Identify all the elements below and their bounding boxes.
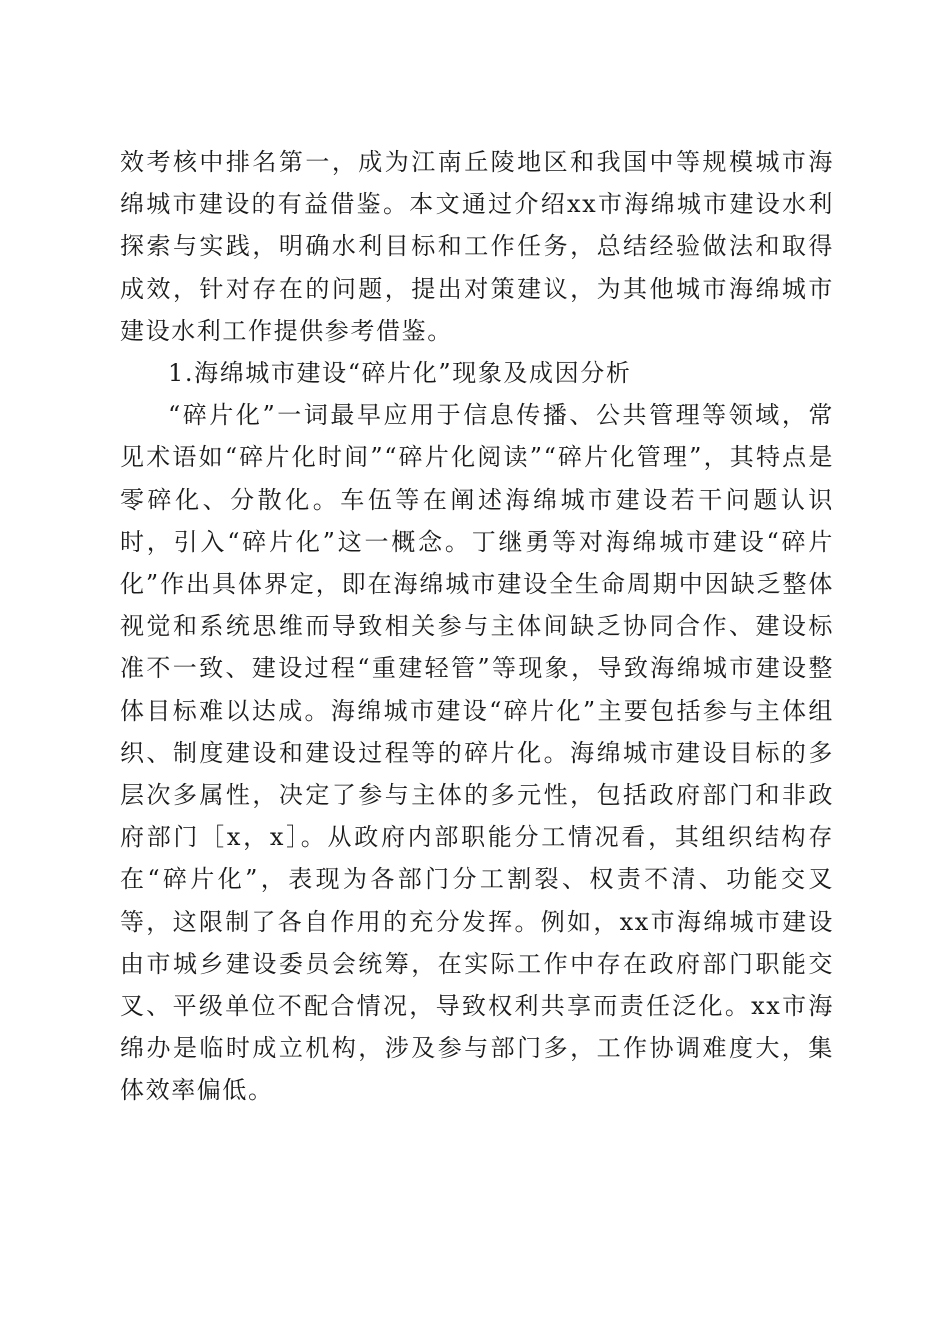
document-body (120, 141, 834, 1112)
paragraph-body: “碎片化”一词最早应用于信息传播、公共管理等领域，常见术语如“碎片化时间”“碎片化阅读”“碎片化管理”，其特点是零碎化、分散化。车伍等在阐述海绵城市建设若干问题认识时，引入“碎片化”这一概念。丁继勇等对海绵城市建设“碎片化”作出具体界定，即在海绵城市建设全生命周期中因缺乏整体视觉和系统思维而导致相关参与主体间缺乏协同合作、建设标准不一致、建设过程“重建轻管”等现象，导致海绵城市建设整体目标难以达成。海绵城市建设“碎片化”主要包括参与主体组织、制度建设和建设过程等的碎片化。海绵城市建设目标的多层次多属性，决定了参与主体的多元性，包括政府部门和非政府部门［x，x］。从政府内部职能分工情况看，其组织结构存在“碎片化”，表现为各部门分工割裂、权责不清、功能交叉等，这限制了各自作用的充分发挥。例如，xx市海绵城市建设由市城乡建设委员会统筹，在实际工作中存在政府部门职能交叉、平级单位不配合情况，导致权利共享而责任泛化。xx市海绵办是临时成立机构，涉及参与部门多，工作协调难度大，集体效率偏低。 (120, 401, 834, 1105)
section-heading: 1.海绵城市建设“碎片化”现象及成因分析 (168, 359, 632, 388)
paragraph-continuation: 效考核中排名第一，成为江南丘陵地区和我国中等规模城市海绵城市建设的有益借鉴。本文通过介绍xx市海绵城市建设水利探索与实践，明确水利目标和工作任务，总结经验做法和取得成效，针对存在的问题，提出对策建议，为其他城市海绵城市建设水利工作提供参考借鉴。 (120, 148, 834, 345)
